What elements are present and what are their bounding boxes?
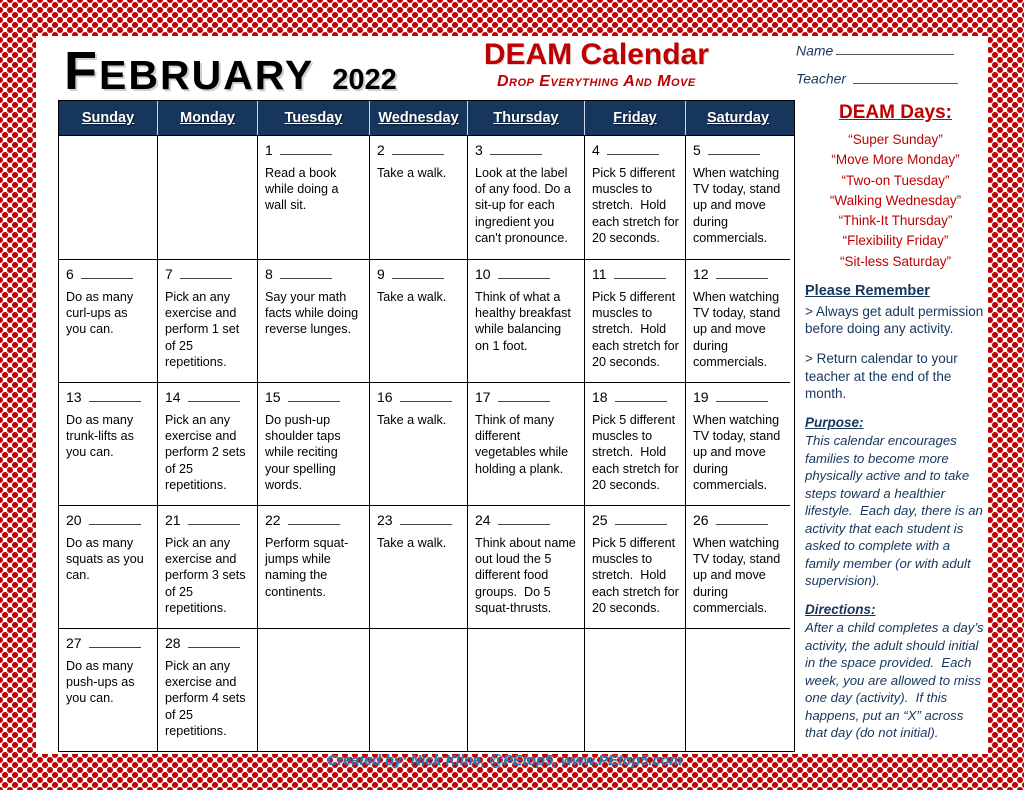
day-number: 14 <box>165 388 181 405</box>
deam-calendar-subtitle: Drop Everything And Move <box>496 73 696 90</box>
day-header-label: Tuesday <box>284 110 343 126</box>
calendar-cell-16 <box>369 382 467 505</box>
calendar-cell-19 <box>685 382 790 505</box>
day-number: 7 <box>165 265 173 282</box>
initial-blank-line[interactable] <box>180 265 232 279</box>
initial-blank-line[interactable] <box>400 511 452 525</box>
initial-blank-line[interactable] <box>490 141 542 155</box>
calendar-cell-21 <box>157 505 257 628</box>
calendar-cell-22 <box>257 505 369 628</box>
title-block <box>397 36 796 91</box>
activity-text: Take a walk. <box>377 412 447 427</box>
deam-days-list <box>805 130 986 272</box>
deam-day-item: “Walking Wednesday” <box>829 192 962 208</box>
initial-blank-line[interactable] <box>288 388 340 402</box>
purpose-text: This calendar encourages families to become more physically active and to take steps toward a healthier lifestyle. Each day, there is an activity that each student is asked to complete with a family member (or with adult supervision). <box>805 433 987 589</box>
calendar-cell-18 <box>584 382 685 505</box>
calendar-cell-27 <box>59 628 157 751</box>
initial-blank-line[interactable] <box>615 388 667 402</box>
initial-blank-line[interactable] <box>89 634 141 648</box>
calendar-cell-empty <box>467 628 584 751</box>
activity-text: Pick 5 different muscles to stretch. Hold each stretch for 20 seconds. <box>592 289 683 370</box>
activity-text: Pick an any exercise and perform 1 set of 25 repetitions. <box>165 289 243 370</box>
day-number: 4 <box>592 141 600 158</box>
day-number: 6 <box>66 265 74 282</box>
day-header-label: Saturday <box>706 110 770 126</box>
initial-blank-line[interactable] <box>280 265 332 279</box>
deam-days-title: DEAM Days: <box>839 102 952 123</box>
name-teacher-block <box>796 36 988 99</box>
activity-text: Pick 5 different muscles to stretch. Hold each stretch for 20 seconds. <box>592 165 683 246</box>
name-field <box>796 42 982 58</box>
day-number: 28 <box>165 634 181 651</box>
purpose-title: Purpose: <box>805 415 864 431</box>
deam-day-item: “Two-on Tuesday” <box>841 172 950 188</box>
credit-line: Created by: Nick Kline, @PEtop5, www.PEtop5.com <box>326 753 683 769</box>
day-number: 17 <box>475 388 491 405</box>
day-number: 1 <box>265 141 273 158</box>
calendar-cell-4 <box>584 136 685 259</box>
deam-day-item: “Sit-less Saturday” <box>839 253 952 269</box>
day-header-monday <box>157 101 257 135</box>
initial-blank-line[interactable] <box>716 265 768 279</box>
teacher-blank-line[interactable] <box>853 70 958 83</box>
calendar-cell-17 <box>467 382 584 505</box>
activity-text: Look at the label of any food. Do a sit-up for each ingredient you can't pronounce. <box>475 165 575 246</box>
day-number: 11 <box>592 265 607 282</box>
day-number: 24 <box>475 511 491 528</box>
initial-blank-line[interactable] <box>392 141 444 155</box>
activity-text: Take a walk. <box>377 289 447 304</box>
deam-day-item: “Move More Monday” <box>831 152 960 168</box>
calendar-cell-1 <box>257 136 369 259</box>
day-number: 22 <box>265 511 281 528</box>
initial-blank-line[interactable] <box>188 634 240 648</box>
day-number: 23 <box>377 511 393 528</box>
day-number: 12 <box>693 265 709 282</box>
reminders-list <box>805 303 986 402</box>
teacher-label: Teacher <box>796 70 847 87</box>
deam-calendar-title: DEAM Calendar <box>483 38 709 71</box>
deam-day-item: “Flexibility Friday” <box>842 233 949 249</box>
day-header-label: Sunday <box>81 110 135 126</box>
calendar-cell-9 <box>369 259 467 382</box>
day-number: 13 <box>66 388 82 405</box>
sidebar <box>795 100 988 752</box>
calendar-cell-20 <box>59 505 157 628</box>
calendar-cell-7 <box>157 259 257 382</box>
day-header-label: Monday <box>180 110 235 126</box>
day-header-tuesday <box>257 101 369 135</box>
calendar-cell-11 <box>584 259 685 382</box>
initial-blank-line[interactable] <box>614 265 666 279</box>
calendar-cell-empty <box>369 628 467 751</box>
day-number: 25 <box>592 511 608 528</box>
initial-blank-line[interactable] <box>498 511 550 525</box>
activity-text: Say your math facts while doing reverse lunges. <box>265 289 362 337</box>
initial-blank-line[interactable] <box>280 141 332 155</box>
activity-text: When watching TV today, stand up and move during commercials. <box>693 289 784 370</box>
header <box>36 36 988 100</box>
day-number: 10 <box>475 265 491 282</box>
reminder-item: > Always get adult permission before doing any activity. <box>805 303 987 337</box>
activity-text: Think about name out loud the 5 different food groups. Do 5 squat-thrusts. <box>475 535 580 616</box>
day-number: 15 <box>265 388 281 405</box>
day-header-label: Wednesday <box>378 110 459 126</box>
calendar-cell-6 <box>59 259 157 382</box>
day-header-wednesday <box>369 101 467 135</box>
day-number: 9 <box>377 265 385 282</box>
day-number: 18 <box>592 388 608 405</box>
day-header-label: Friday <box>613 110 657 126</box>
day-header-saturday <box>685 101 790 135</box>
day-number: 19 <box>693 388 709 405</box>
activity-text: Do as many trunk-lifts as you can. <box>66 412 138 460</box>
initial-blank-line[interactable] <box>188 388 240 402</box>
calendar-cell-8 <box>257 259 369 382</box>
initial-blank-line[interactable] <box>288 511 340 525</box>
calendar-cell-3 <box>467 136 584 259</box>
activity-text: Pick an any exercise and perform 2 sets of 25 repetitions. <box>165 412 249 493</box>
calendar-cell-empty <box>685 628 790 751</box>
activity-text: Read a book while doing a wall sit. <box>265 165 343 213</box>
activity-text: Pick 5 different muscles to stretch. Hold each stretch for 20 seconds. <box>592 535 683 616</box>
directions-title: Directions: <box>805 602 876 617</box>
calendar-cell-empty <box>584 628 685 751</box>
calendar-cell-empty <box>257 628 369 751</box>
calendar-cell-25 <box>584 505 685 628</box>
initial-blank-line[interactable] <box>89 511 141 525</box>
day-number: 26 <box>693 511 709 528</box>
initial-blank-line[interactable] <box>81 265 133 279</box>
activity-text: When watching TV today, stand up and move during commercials. <box>693 412 784 493</box>
day-number: 20 <box>66 511 82 528</box>
calendar-cell-26 <box>685 505 790 628</box>
activity-text: Pick an any exercise and perform 4 sets of 25 repetitions. <box>165 658 249 739</box>
initial-blank-line[interactable] <box>392 265 444 279</box>
activity-text: Do as many squats as you can. <box>66 535 148 583</box>
initial-blank-line[interactable] <box>89 388 141 402</box>
calendar-cell-10 <box>467 259 584 382</box>
month-block <box>64 42 397 101</box>
calendar-cell-28 <box>157 628 257 751</box>
day-number: 2 <box>377 141 385 158</box>
calendar-cell-13 <box>59 382 157 505</box>
initial-blank-line[interactable] <box>708 141 760 155</box>
calendar-cell-empty <box>59 136 157 259</box>
teacher-field <box>796 70 982 86</box>
deam-day-item: “Think-It Thursday” <box>838 213 953 228</box>
initial-blank-line[interactable] <box>498 388 550 402</box>
activity-text: Think of what a healthy breakfast while balancing on 1 foot. <box>475 289 575 353</box>
day-number: 8 <box>265 265 273 282</box>
day-header-sunday <box>59 101 157 135</box>
activity-text: When watching TV today, stand up and move during commercials. <box>693 535 784 616</box>
activity-text: Do push-up shoulder taps while reciting your spelling words. <box>265 412 345 493</box>
calendar-cell-2 <box>369 136 467 259</box>
initial-blank-line[interactable] <box>607 141 659 155</box>
calendar-table <box>58 100 795 752</box>
activity-text: Do as many push-ups as you can. <box>66 658 139 706</box>
activity-text: Think of many different vegetables while holding a plank. <box>475 412 572 476</box>
year-label: 2022 <box>332 64 397 96</box>
activity-text: When watching TV today, stand up and move during commercials. <box>693 165 784 246</box>
name-blank-line[interactable] <box>836 42 954 55</box>
content <box>36 100 988 752</box>
calendar-cell-23 <box>369 505 467 628</box>
day-number: 21 <box>165 511 181 528</box>
please-remember-title: Please Remember <box>805 282 930 299</box>
day-number: 3 <box>475 141 483 158</box>
day-number: 27 <box>66 634 82 651</box>
month-title: FEBRUARY <box>64 41 315 101</box>
name-label: Name <box>796 42 834 59</box>
day-number: 5 <box>693 141 701 158</box>
calendar-cell-empty <box>157 136 257 259</box>
day-header-thursday <box>467 101 584 135</box>
activity-text: Pick 5 different muscles to stretch. Hold each stretch for 20 seconds. <box>592 412 683 493</box>
day-header-friday <box>584 101 685 135</box>
initial-blank-line[interactable] <box>498 265 550 279</box>
deam-day-item: “Super Sunday” <box>848 132 943 147</box>
activity-text: Do as many curl-ups as you can. <box>66 289 137 337</box>
calendar-cell-12 <box>685 259 790 382</box>
directions-text: After a child completes a day’s activity, the adult should initial in the space provided. Each week, you are allowed to miss one day (activity). If this happens, put an “X” across that day (do not initial). <box>805 620 988 741</box>
calendar-cell-5 <box>685 136 790 259</box>
initial-blank-line[interactable] <box>716 388 768 402</box>
calendar-cell-24 <box>467 505 584 628</box>
day-header-row <box>59 101 794 136</box>
activity-text: Take a walk. <box>377 165 447 180</box>
initial-blank-line[interactable] <box>400 388 452 402</box>
activity-text: Take a walk. <box>377 535 447 550</box>
initial-blank-line[interactable] <box>188 511 240 525</box>
activity-text: Perform squat-jumps while naming the continents. <box>265 535 349 599</box>
initial-blank-line[interactable] <box>716 511 768 525</box>
day-header-label: Thursday <box>493 110 559 126</box>
calendar-cell-15 <box>257 382 369 505</box>
calendar-grid <box>59 136 794 751</box>
calendar-cell-14 <box>157 382 257 505</box>
activity-text: Pick an any exercise and perform 3 sets of 25 repetitions. <box>165 535 249 616</box>
calendar-sheet <box>36 36 988 769</box>
day-number: 16 <box>377 388 393 405</box>
initial-blank-line[interactable] <box>615 511 667 525</box>
reminder-item: > Return calendar to your teacher at the end of the month. <box>805 351 962 401</box>
